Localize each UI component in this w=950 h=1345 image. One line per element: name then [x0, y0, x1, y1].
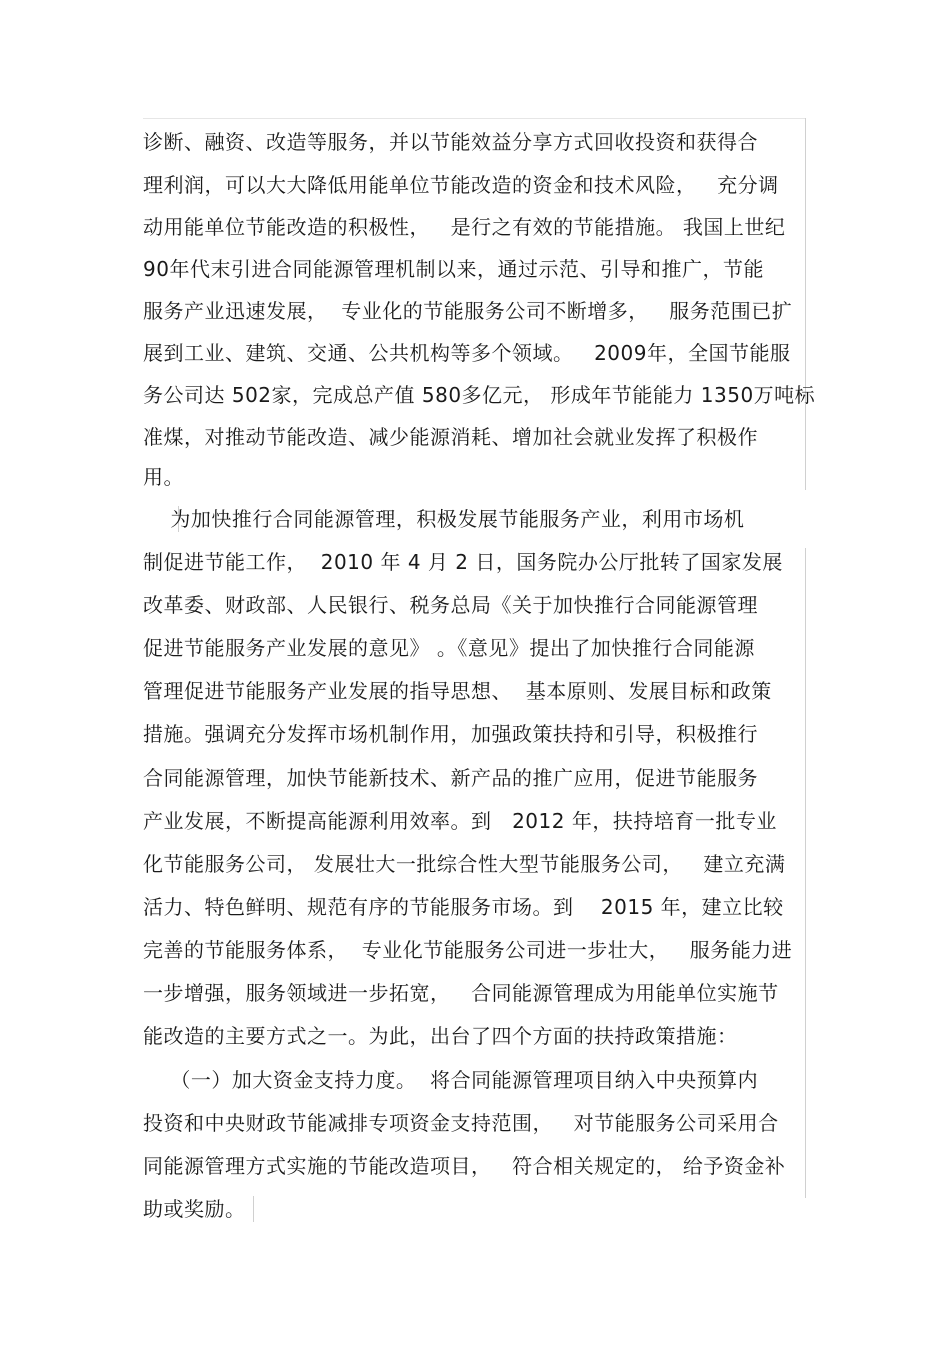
top-border [143, 118, 805, 119]
text-line: 改革委、财政部、人民银行、税务总局《关于加快推行合同能源管理 [143, 593, 758, 617]
text-line: （一）加大资金支持力度。 将合同能源管理项目纳入中央预算内 [143, 1068, 759, 1092]
text-line: 合同能源管理，加快节能新技术、新产品的推广应用，促进节能服务 [143, 766, 758, 790]
text-line: 措施。强调充分发挥市场机制作用，加强政策扶持和引导，积极推行 [143, 722, 758, 746]
text-line: 管理促进节能服务产业发展的指导思想、 基本原则、发展目标和政策 [143, 679, 772, 703]
text-line: 理利润，可以大大降低用能单位节能改造的资金和技术风险， 充分调 [143, 173, 779, 197]
text-line: 制促进节能工作， 2010 年 4 月 2 日，国务院办公厅批转了国家发展 [143, 550, 783, 574]
text-line: 准煤，对推动节能改造、减少能源消耗、增加社会就业发挥了积极作 [143, 425, 758, 449]
text-line: 90年代末引进合同能源管理机制以来，通过示范、引导和推广，节能 [143, 257, 764, 281]
end-mark [253, 1196, 254, 1222]
text-line: 动用能单位节能改造的积极性， 是行之有效的节能措施。 我国上世纪 [143, 215, 786, 239]
text-line: 同能源管理方式实施的节能改造项目， 符合相关规定的， 给予资金补 [143, 1154, 786, 1178]
text-line: 促进节能服务产业发展的意见》 。《意见》提出了加快推行合同能源 [143, 636, 755, 660]
text-line: 用。 [143, 465, 184, 489]
right-border [805, 118, 806, 490]
text-line: 服务产业迅速发展， 专业化的节能服务公司不断增多， 服务范围已扩 [143, 299, 793, 323]
text-line: 诊断、融资、改造等服务，并以节能效益分享方式回收投资和获得合 [143, 130, 758, 154]
text-line: 能改造的主要方式之一。为此，出台了四个方面的扶持政策措施： [143, 1024, 738, 1048]
text-line: 完善的节能服务体系， 专业化节能服务公司进一步壮大， 服务能力进 [143, 938, 793, 962]
text-line: 助或奖励。 [143, 1197, 246, 1221]
text-line: 投资和中央财政节能减排专项资金支持范围， 对节能服务公司采用合 [143, 1111, 779, 1135]
text-line: 展到工业、建筑、交通、公共机构等多个领域。 2009年，全国节能服 [143, 341, 791, 365]
text-line: 化节能服务公司， 发展壮大一批综合性大型节能服务公司， 建立充满 [143, 852, 786, 876]
right-border [805, 548, 806, 1198]
text-line: 为加快推行合同能源管理，积极发展节能服务产业，利用市场机 [143, 507, 745, 531]
text-line: 产业发展，不断提高能源利用效率。到 2012 年，扶持培育一批专业 [143, 809, 777, 833]
text-line: 务公司达 502家，完成总产值 580多亿元， 形成年节能能力 1350万吨标 [143, 383, 816, 407]
text-line: 一步增强，服务领域进一步拓宽， 合同能源管理成为用能单位实施节 [143, 981, 779, 1005]
text-line: 活力、特色鲜明、规范有序的节能服务市场。到 2015 年，建立比较 [143, 895, 784, 919]
